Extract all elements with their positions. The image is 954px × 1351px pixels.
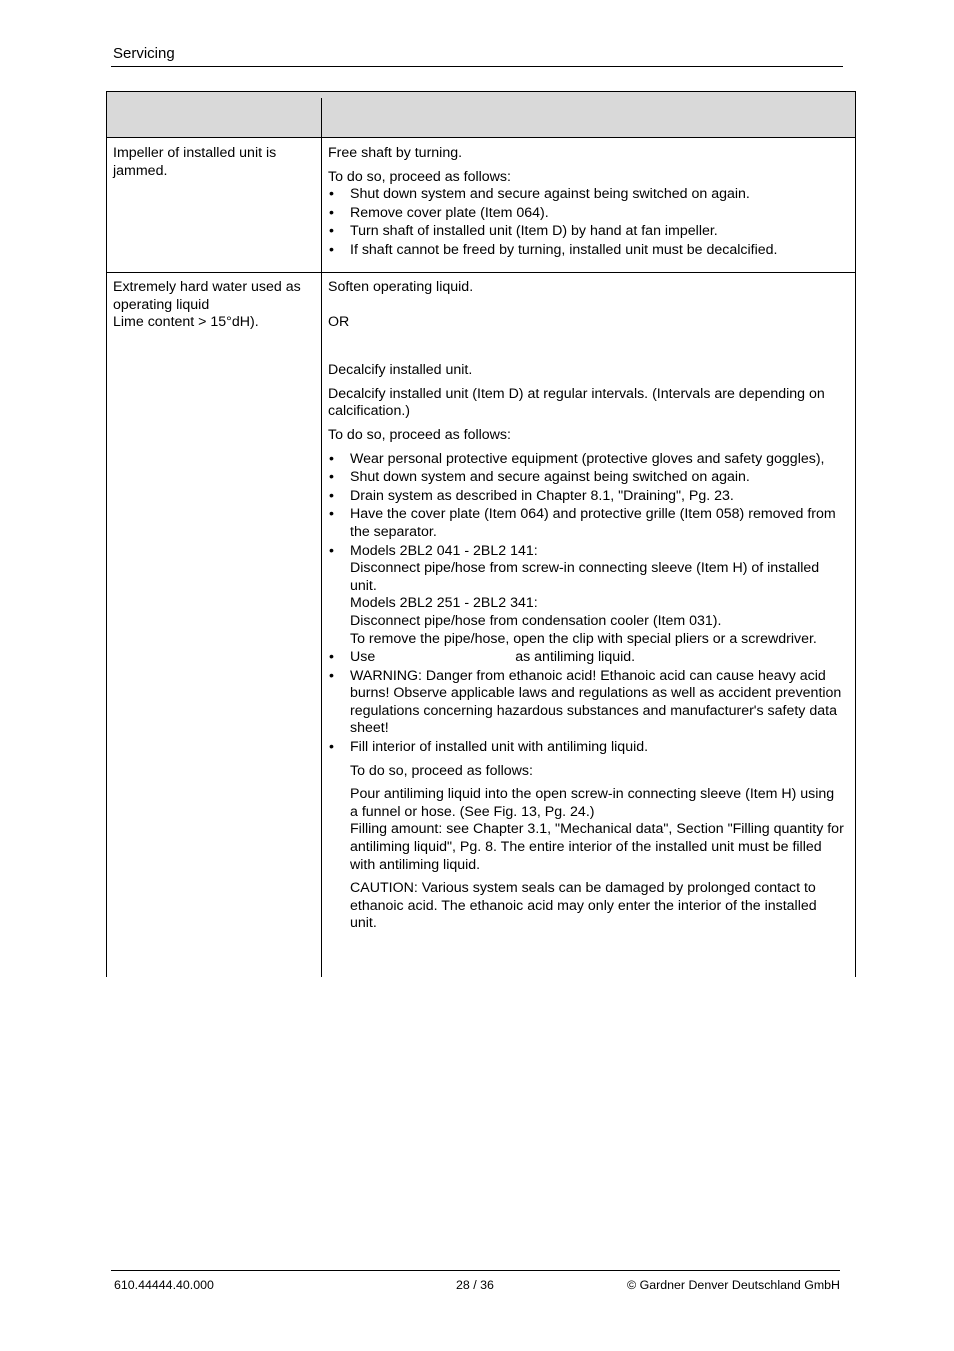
list-item-text: Models 2BL2 251 - 2BL2 341: — [350, 595, 538, 612]
list-item — [328, 469, 846, 487]
list-item-text: Shut down system and secure against being switched on again. — [350, 469, 750, 486]
fill-instructions — [328, 763, 846, 933]
list-item-text: • Models 2BL2 041 - 2BL2 141: — [350, 542, 538, 559]
table-row-1-remedy — [328, 145, 846, 266]
header-row-border — [106, 137, 856, 138]
remedy-lead: Soften operating liquid. — [328, 279, 474, 295]
table-header-row — [107, 92, 855, 137]
remedy-intro: To do so, proceed as follows: — [328, 168, 511, 185]
table-top-border — [106, 91, 856, 92]
list-item: • If shaft cannot be freed by turning, installed unit must be decalcified. — [328, 242, 846, 260]
table-row-2-remedy — [328, 279, 846, 939]
header-rule — [111, 66, 843, 67]
fill-intro: To do so, proceed as follows: — [350, 762, 533, 779]
remedy-step-list — [328, 451, 846, 757]
remedy-lead: Free shaft by turning. — [328, 145, 463, 161]
document-number: 610.44444.40.000 — [114, 1278, 214, 1292]
list-item-text: Have the cover plate (Item 064) and protective grille (Item 058) removed from the separator. — [350, 506, 836, 540]
warning-text: WARNING: Danger from ethanoic acid! Ethanoic acid can cause heavy acid burns! Observe applicable laws and regulations as well as accident prevention regulations concerning hazardous substances and manufacturer's safety data sheet! — [350, 667, 842, 737]
list-item: • Shut down system and secure against being switched on again. — [328, 186, 846, 204]
remedy-intro: To do so, proceed as follows: — [328, 426, 511, 443]
list-item-text: To remove the pipe/hose, open the clip with special pliers or a screwdriver. — [350, 630, 817, 647]
list-item: • Turn shaft of installed unit (Item D) by hand at fan impeller. — [328, 223, 846, 241]
fill-pour: Pour antiliming liquid into the open screw-in connecting sleeve (Item H) using a funnel or hose. (See Fig. 13, Pg. 24.) — [350, 786, 835, 820]
list-item — [328, 488, 846, 506]
fill-amount: Filling amount: see Chapter 3.1, "Mechanical data", Section "Filling quantity for antiliming liquid", Pg. 8. The entire interior of the installed unit must be filled with antiliming liquid. — [350, 821, 844, 873]
list-item-text: Fill interior of installed unit with antiliming liquid. — [350, 739, 649, 756]
remedy-interval: Decalcify installed unit (Item D) at regular intervals. (Intervals are depending on calcification.) — [328, 385, 825, 420]
remedy-step-list — [328, 186, 846, 259]
list-item — [328, 451, 846, 469]
page-number: 28 / 36 — [456, 1278, 494, 1292]
remedy-decalcify: Decalcify installed unit. — [328, 362, 473, 379]
table-left-border — [106, 91, 107, 977]
list-item — [328, 506, 846, 541]
cause-text: Impeller of installed unit is jammed. — [113, 145, 277, 179]
cause-text: Lime content > 15°dH). — [113, 314, 259, 331]
list-item — [328, 543, 846, 649]
table-right-border — [855, 91, 856, 977]
list-item-text: Wear personal protective equipment (protective gloves and safety goggles), — [350, 450, 825, 467]
table-row-2-cause — [113, 279, 313, 332]
list-item: • Remove cover plate (Item 064). — [328, 205, 846, 223]
copyright: © Gardner Denver Deutschland GmbH — [627, 1278, 840, 1292]
table-row-1-cause — [113, 145, 313, 180]
table-column-divider — [321, 98, 322, 977]
footer-rule — [111, 1270, 840, 1271]
caution-text: CAUTION: Various system seals can be damaged by prolonged contact to ethanoic acid. The ethanoic acid may only enter the interior of the installed unit. — [350, 880, 817, 932]
remedy-or: OR — [328, 313, 350, 330]
list-item-text: Use — [350, 649, 376, 666]
list-item-text: Disconnect pipe/hose from screw-in connecting sleeve (Item H) of installed unit. — [350, 560, 820, 594]
cause-text: Extremely hard water used as operating liquid — [113, 279, 301, 313]
list-item-text: Drain system as described in Chapter 8.1, "Draining", Pg. 23. — [350, 487, 734, 504]
list-item — [328, 668, 846, 738]
list-item — [328, 739, 846, 757]
list-item-text: as antiliming liquid. — [515, 649, 636, 666]
list-item-text: Disconnect pipe/hose from condensation cooler (Item 031). — [350, 612, 722, 629]
page-header-title: Servicing — [113, 45, 175, 62]
list-item — [328, 649, 846, 667]
row-divider — [106, 272, 856, 273]
